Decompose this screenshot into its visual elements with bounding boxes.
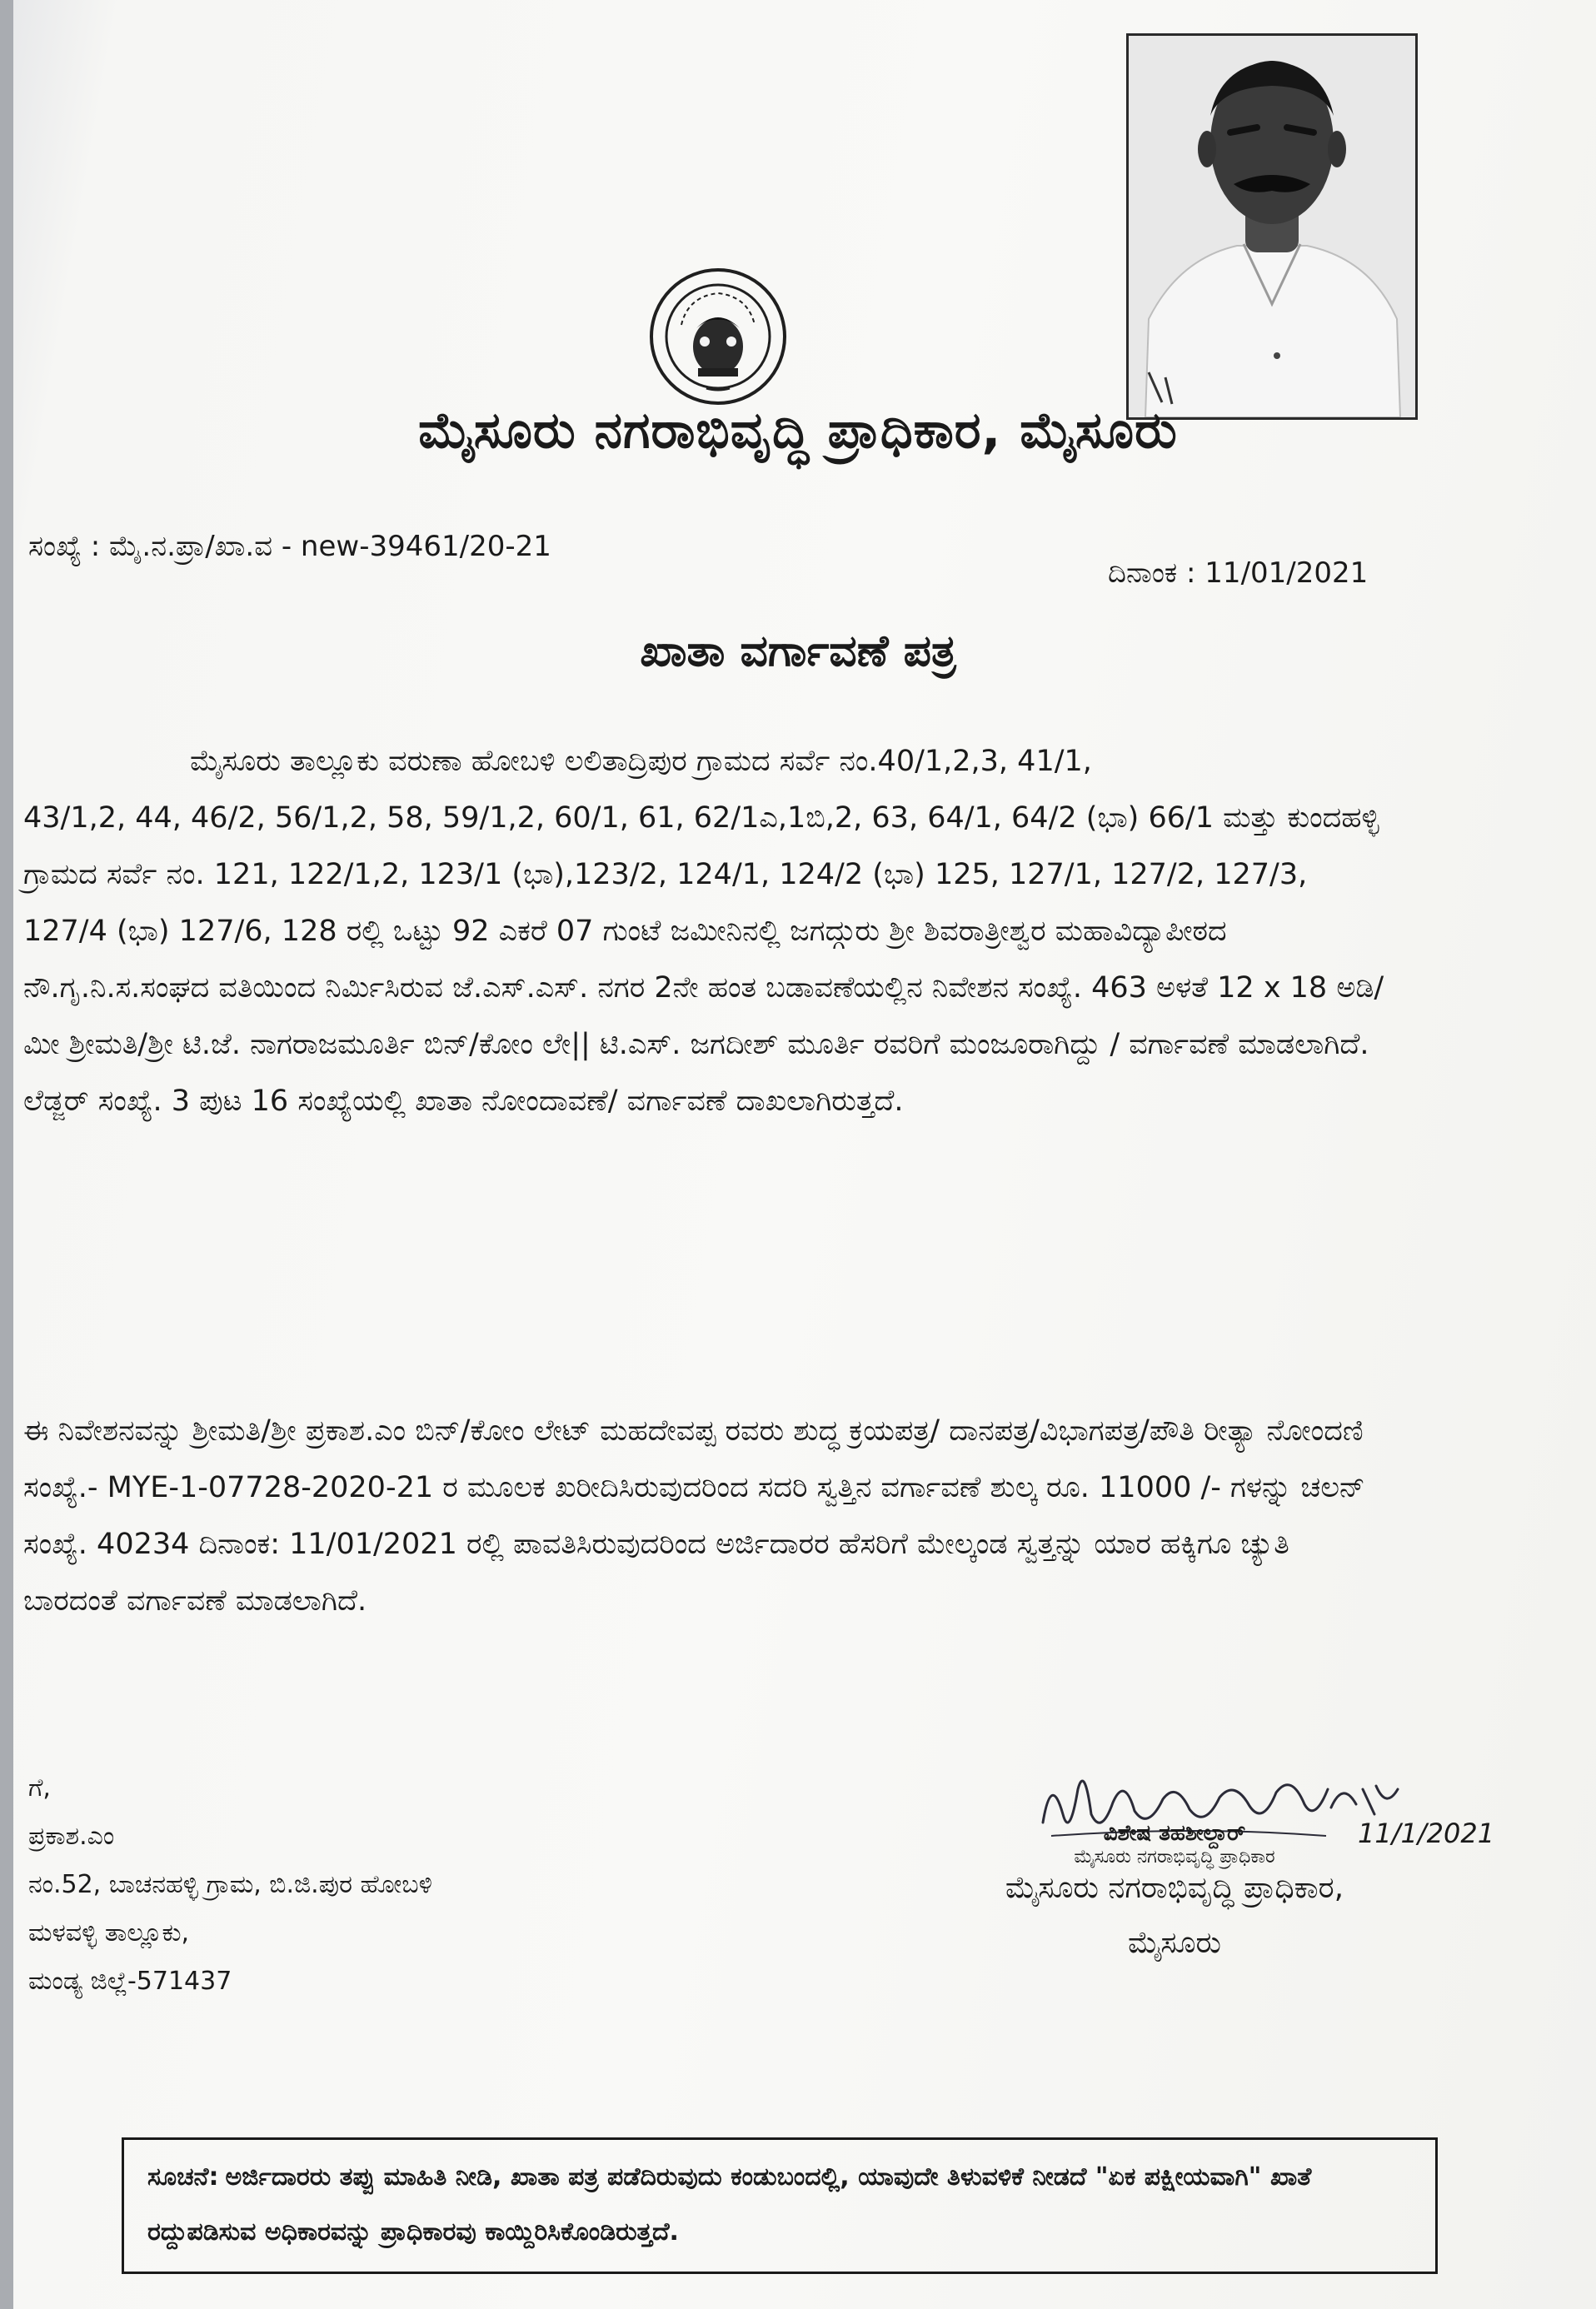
body-paragraph-1: [23, 733, 1389, 1130]
applicant-photo: [1126, 33, 1418, 420]
authority-seal-icon: [648, 267, 788, 406]
signatory-office-stamp: ಮೈಸೂರು ನಗರಾಭಿವೃದ್ಧಿ ಪ್ರಾಧಿಕಾರ: [1074, 1847, 1275, 1868]
signatory-block: [916, 1821, 1433, 1961]
salutation: ಗೆ,: [28, 1773, 51, 1803]
signatory-office: ಮೈಸೂರು ನಗರಾಭಿವೃದ್ಧಿ ಪ್ರಾಧಿಕಾರ,: [1005, 1871, 1344, 1905]
document-title: ಖಾತಾ ವರ್ಗಾವಣೆ ಪತ್ರ: [640, 626, 956, 676]
address-line-1: ನಂ.52, ಬಾಚನಹಳ್ಳಿ ಗ್ರಾಮ, ಬಿ.ಜಿ.ಪುರ ಹೋಬಳಿ: [28, 1870, 432, 1899]
organization-title: ಮೈಸೂರು ನಗರಾಭಿವೃದ್ಧಿ ಪ್ರಾಧಿಕಾರ, ಮೈಸೂರು: [418, 401, 1178, 460]
paragraph-1-opening: ಮೈಸೂರು ತಾಲ್ಲೂಕು ವರುಣಾ ಹೋಬಳಿ ಲಲಿತಾದ್ರಿಪುರ ಗ್ರಾಮದ ಸರ್ವೆ ನಂ.40/1,2,3, 41/1,: [190, 745, 1092, 778]
signatory-city: ಮೈಸೂರು: [1128, 1926, 1221, 1960]
address-line-2: ಮಳವಳ್ಳಿ ತಾಲ್ಲೂಕು,: [28, 1918, 190, 1947]
notice-box: [122, 2137, 1438, 2274]
page-shadow-edge: [0, 0, 13, 2309]
recipient-address: [28, 1764, 432, 2006]
address-line-3: ಮಂಡ್ಯ ಜಿಲ್ಲೆ-571437: [28, 1967, 232, 1996]
signatory-designation: ವಿಶೇಷ ತಹಶೀಲ್ದಾರ್: [1103, 1821, 1246, 1846]
notice-text: ಅರ್ಜಿದಾರರು ತಪ್ಪು ಮಾಹಿತಿ ನೀಡಿ, ಖಾತಾ ಪತ್ರ ಪಡೆದಿರುವುದು ಕಂಡುಬಂದಲ್ಲಿ, ಯಾವುದೇ ತಿಳುವಳಿಕೆ ನೀಡದೆ "ಏಕ ಪಕ್ಷೀಯವಾಗಿ" ಖಾತೆ ರದ್ದುಪಡಿಸುವ ಅಧಿಕಾರವನ್ನು ಪ್ರಾಧಿಕಾರವು ಕಾಯ್ದಿರಿಸಿಕೊಂಡಿರುತ್ತದೆ.: [147, 2162, 1312, 2247]
signature-date: 11/1/2021: [1358, 1818, 1495, 1849]
issue-date: ದಿನಾಂಕ : 11/01/2021: [1108, 556, 1369, 590]
notice-label: ಸೂಚನೆ:: [147, 2162, 219, 2192]
body-paragraph-2: ಈ ನಿವೇಶನವನ್ನು ಶ್ರೀಮತಿ/ಶ್ರೀ ಪ್ರಕಾಶ.ಎಂ ಬಿನ್/ಕೋಂ ಲೇಟ್ ಮಹದೇವಪ್ಪ ರವರು ಶುದ್ಧ ಕ್ರಯಪತ್ರ/ ದಾನಪತ್ರ/ವಿಭಾಗಪತ್ರ/ಪೌತಿ ರೀತ್ಯಾ ನೋಂದಣಿ ಸಂಖ್ಯೆ.- MYE-1-07728-2020-21 ರ ಮೂಲಕ ಖರೀದಿಸಿರುವುದರಿಂದ ಸದರಿ ಸ್ವತ್ತಿನ ವರ್ಗಾವಣೆ ಶುಲ್ಕ ರೂ. 11000 /- ಗಳನ್ನು ಚಲನ್ ಸಂಖ್ಯೆ. 40234 ದಿನಾಂಕ: 11/01/2021 ರಲ್ಲಿ ಪಾವತಿಸಿರುವುದರಿಂದ ಅರ್ಜಿದಾರರ ಹೆಸರಿಗೆ ಮೇಲ್ಕಂಡ ಸ್ವತ್ತನ್ನು ಯಾರ ಹಕ್ಕಿಗೂ ಚ್ಯುತಿ ಬಾರದಂತೆ ವರ್ಗಾವಣೆ ಮಾಡಲಾಗಿದೆ.: [23, 1414, 1365, 1618]
reference-number: ಸಂಖ್ಯೆ : ಮೈ.ನ.ಪ್ರಾ/ಖಾ.ವ - new-39461/20-21: [28, 530, 551, 563]
paragraph-1-text: 43/1,2, 44, 46/2, 56/1,2, 58, 59/1,2, 60/1, 61, 62/1ಎ,1ಬಿ,2, 63, 64/1, 64/2 (ಭಾ) 66/1 ಮತ್ತು ಕುಂದಹಳ್ಳಿ ಗ್ರಾಮದ ಸರ್ವೆ ನಂ. 121, 122/1,2, 123/1 (ಭಾ),123/2, 124/1, 124/2 (ಭಾ) 125, 127/1, 127/2, 127/3, 127/4 (ಭಾ) 127/6, 128 ರಲ್ಲಿ ಒಟ್ಟು 92 ಎಕರೆ 07 ಗುಂಟೆ ಜಮೀನಿನಲ್ಲಿ ಜಗದ್ಗುರು ಶ್ರೀ ಶಿವರಾತ್ರೀಶ್ವರ ಮಹಾವಿದ್ಯಾಪೀಠದ ನೌ.ಗೃ.ನಿ.ಸ.ಸಂಘದ ವತಿಯಿಂದ ನಿರ್ಮಿಸಿರುವ ಜೆ.ಎಸ್.ಎಸ್. ನಗರ 2ನೇ ಹಂತ ಬಡಾವಣೆಯಲ್ಲಿನ ನಿವೇಶನ ಸಂಖ್ಯೆ. 463 ಅಳತೆ 12 x 18 ಅಡಿ/ಮೀ ಶ್ರೀಮತಿ/ಶ್ರೀ ಟಿ.ಜೆ. ನಾಗರಾಜಮೂರ್ತಿ ಬಿನ್/ಕೋಂ ಲೇ|| ಟಿ.ಎಸ್. ಜಗದೀಶ್ ಮೂರ್ತಿ ರವರಿಗೆ ಮಂಜೂರಾಗಿದ್ದು / ವರ್ಗಾವಣೆ ಮಾಡಲಾಗಿದೆ. ಲೆಡ್ಜರ್ ಸಂಖ್ಯೆ. 3 ಪುಟ 16 ಸಂಖ್ಯೆಯಲ್ಲಿ ಖಾತಾ ನೋಂದಾವಣೆ/ ವರ್ಗಾವಣೆ ದಾಖಲಾಗಿರುತ್ತದೆ.: [23, 801, 1384, 1118]
recipient-name: ಪ್ರಕಾಶ.ಎಂ: [28, 1822, 115, 1851]
